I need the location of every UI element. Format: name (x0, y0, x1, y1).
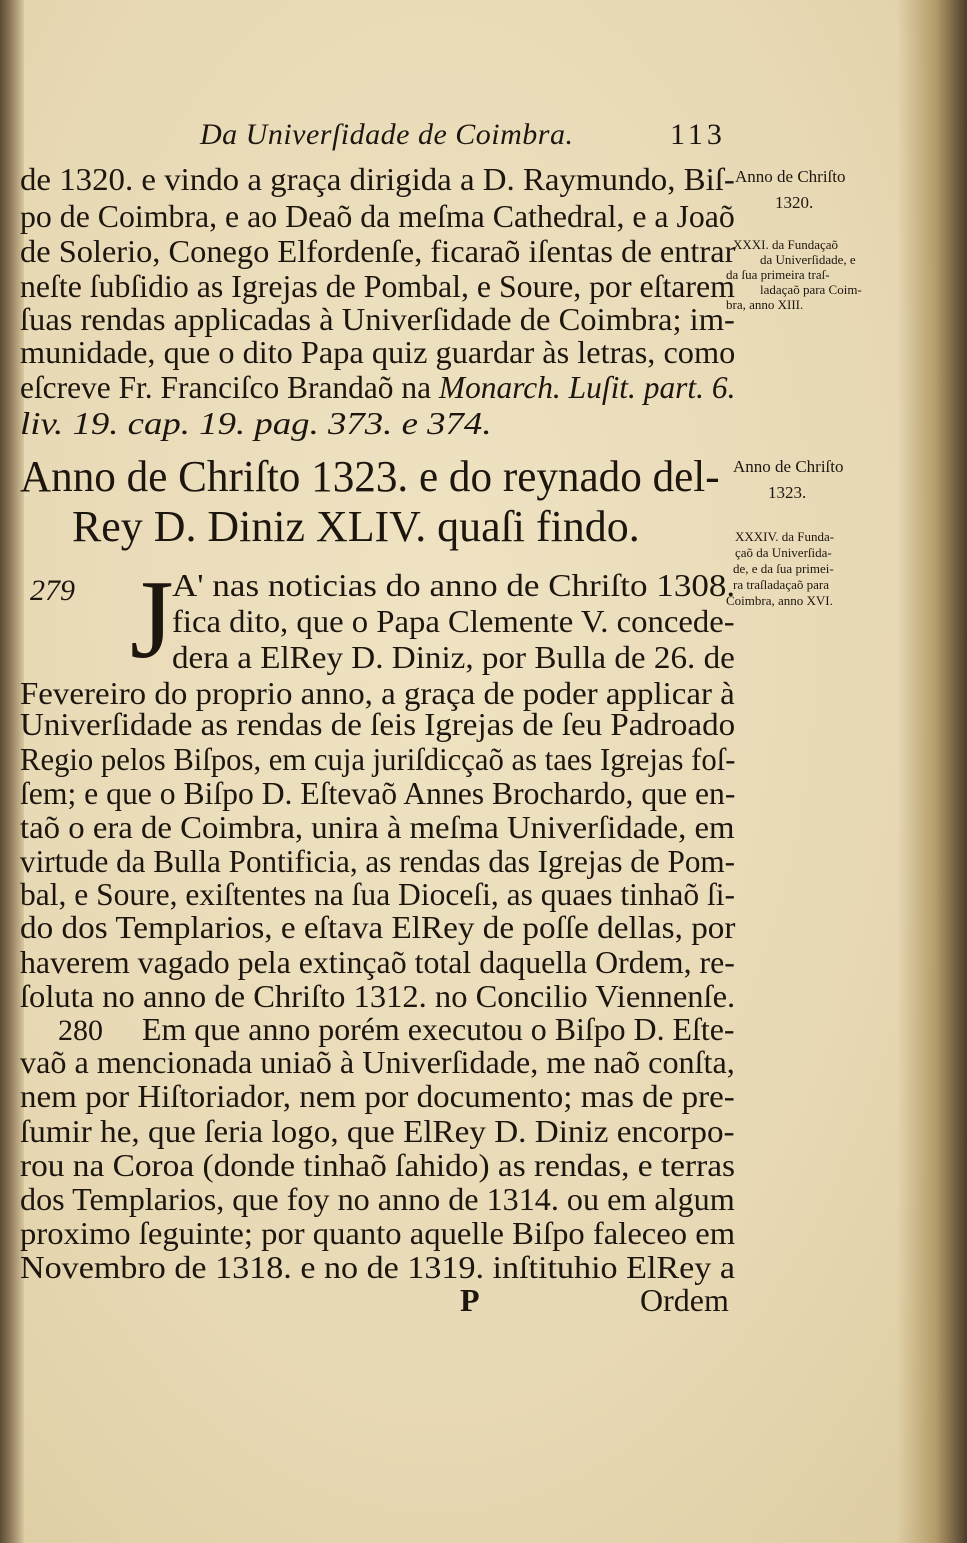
signature-mark: P (460, 1282, 480, 1318)
text-line: Univerſidade as rendas de ſeis Igrejas de ſeu Padroado (20, 706, 736, 742)
margin-note-year-number: 1320. (775, 193, 814, 212)
page-number: 113 (670, 118, 726, 151)
text-line: fica dito, que o Papa Clemente V. concede- (172, 603, 735, 639)
running-head (200, 118, 740, 158)
citation-ref: liv. 19. cap. 19. pag. 373. e 374. (20, 405, 492, 441)
page-edge-shadow (897, 0, 967, 1543)
text-line: ſuas rendas applicadas à Univerſidade de Coimbra; im- (20, 301, 735, 337)
text-line: rou na Coroa (donde tinhaõ ſahido) as rendas, e terras (20, 1147, 735, 1183)
text-line: bal, e Soure, exiſtentes na ſua Dioceſi, as quaes tinhaõ ſi- (20, 876, 735, 912)
margin-note-line: de, e da ſua primei- (733, 561, 834, 576)
paragraph-number: 279 (30, 574, 75, 607)
margin-note-line: çaõ da Univerſida- (735, 545, 832, 560)
text-line: ſoluta no anno de Chriſto 1312. no Concilio Viennenſe. (20, 978, 736, 1014)
text-line: dos Templarios, que foy no anno de 1314. ou em algum (20, 1181, 735, 1217)
margin-note-year: Anno de Chriſto (733, 457, 844, 476)
text-line: de 1320. e vindo a graça dirigida a D. Raymundo, Biſ- (20, 161, 735, 197)
catchword: Ordem (640, 1282, 729, 1318)
text-line (20, 368, 735, 406)
text-line: ſem; e que o Biſpo D. Eſtevaõ Annes Brochardo, que en- (20, 775, 736, 811)
margin-note-line: XXXI. da Fundaçaõ (733, 237, 839, 252)
margin-note-line: bra, anno XIII. (726, 297, 804, 312)
text-line: Em que anno porém executou o Biſpo D. Eſte- (142, 1011, 735, 1047)
text-line: taõ o era de Coimbra, unira à meſma Univerſidade, em (20, 809, 735, 845)
text-line: A' nas noticias do anno de Chriſto 1308. (172, 567, 736, 603)
text-line: haverem vagado pela extinçaõ total daquella Ordem, re- (20, 944, 735, 980)
text-line: Novembro de 1318. e no de 1319. inſtituhio ElRey a (20, 1249, 735, 1285)
text-line: nem por Hiſtoriador, nem por documento; mas de pre- (20, 1078, 735, 1114)
text-line: ſumir he, que ſeria logo, que ElRey D. Diniz encorpo- (20, 1113, 735, 1149)
text-span: eſcreve Fr. Franciſco Brandaõ na (20, 369, 432, 405)
margin-note-line: Coimbra, anno XVI. (726, 593, 833, 608)
text-line: do dos Templarios, e eſtava ElRey de poſſe dellas, por (20, 909, 736, 945)
margin-note-year-number: 1323. (768, 483, 807, 502)
margin-note-line: ra traſladaçaõ para (733, 577, 829, 592)
text-line: Regio pelos Biſpos, em cuja juriſdicçaõ as taes Igrejas foſ- (20, 741, 736, 777)
text-line: proximo ſeguinte; por quanto aquelle Biſpo faleceo em (20, 1215, 736, 1251)
text-line: Fevereiro do proprio anno, a graça de poder applicar à (20, 675, 735, 711)
margin-note-line: da ſua primeira traſ- (726, 267, 830, 282)
text-line: munidade, que o dito Papa quiz guardar às letras, como (20, 334, 736, 370)
margin-note-year: Anno de Chriſto (735, 167, 846, 186)
paragraph-number: 280 (58, 1014, 103, 1047)
margin-note-line: da Univerſidade, e (760, 252, 856, 267)
text-line: vaõ a mencionada uniaõ à Univerſidade, me naõ conſta, (20, 1044, 735, 1080)
drop-cap: J (130, 558, 174, 682)
section-heading-line1: Anno de Chriſto 1323. e do reynado del- (20, 452, 720, 501)
margin-note-line: XXXIV. da Funda- (735, 529, 835, 544)
text-line: neſte ſubſidio as Igrejas de Pombal, e Soure, por eſtarem (20, 268, 735, 304)
text-line: po de Coimbra, e ao Deaõ da meſma Cathedral, e a Joaõ (20, 198, 735, 234)
margin-note-line: ladaçaõ para Coim- (760, 282, 862, 297)
section-heading-line2: Rey D. Diniz XLIV. quaſi findo. (72, 502, 640, 551)
citation-work: Monarch. Luſit. part. 6. (438, 369, 736, 405)
text-line: de Solerio, Conego Elfordenſe, ficaraõ iſentas de entrar (20, 233, 736, 269)
running-head-title: Da Univerſidade de Coimbra. (200, 118, 574, 151)
text-line: dera a ElRey D. Diniz, por Bulla de 26. de (172, 639, 735, 675)
text-line: virtude da Bulla Pontificia, as rendas das Igrejas de Pom- (20, 843, 736, 879)
